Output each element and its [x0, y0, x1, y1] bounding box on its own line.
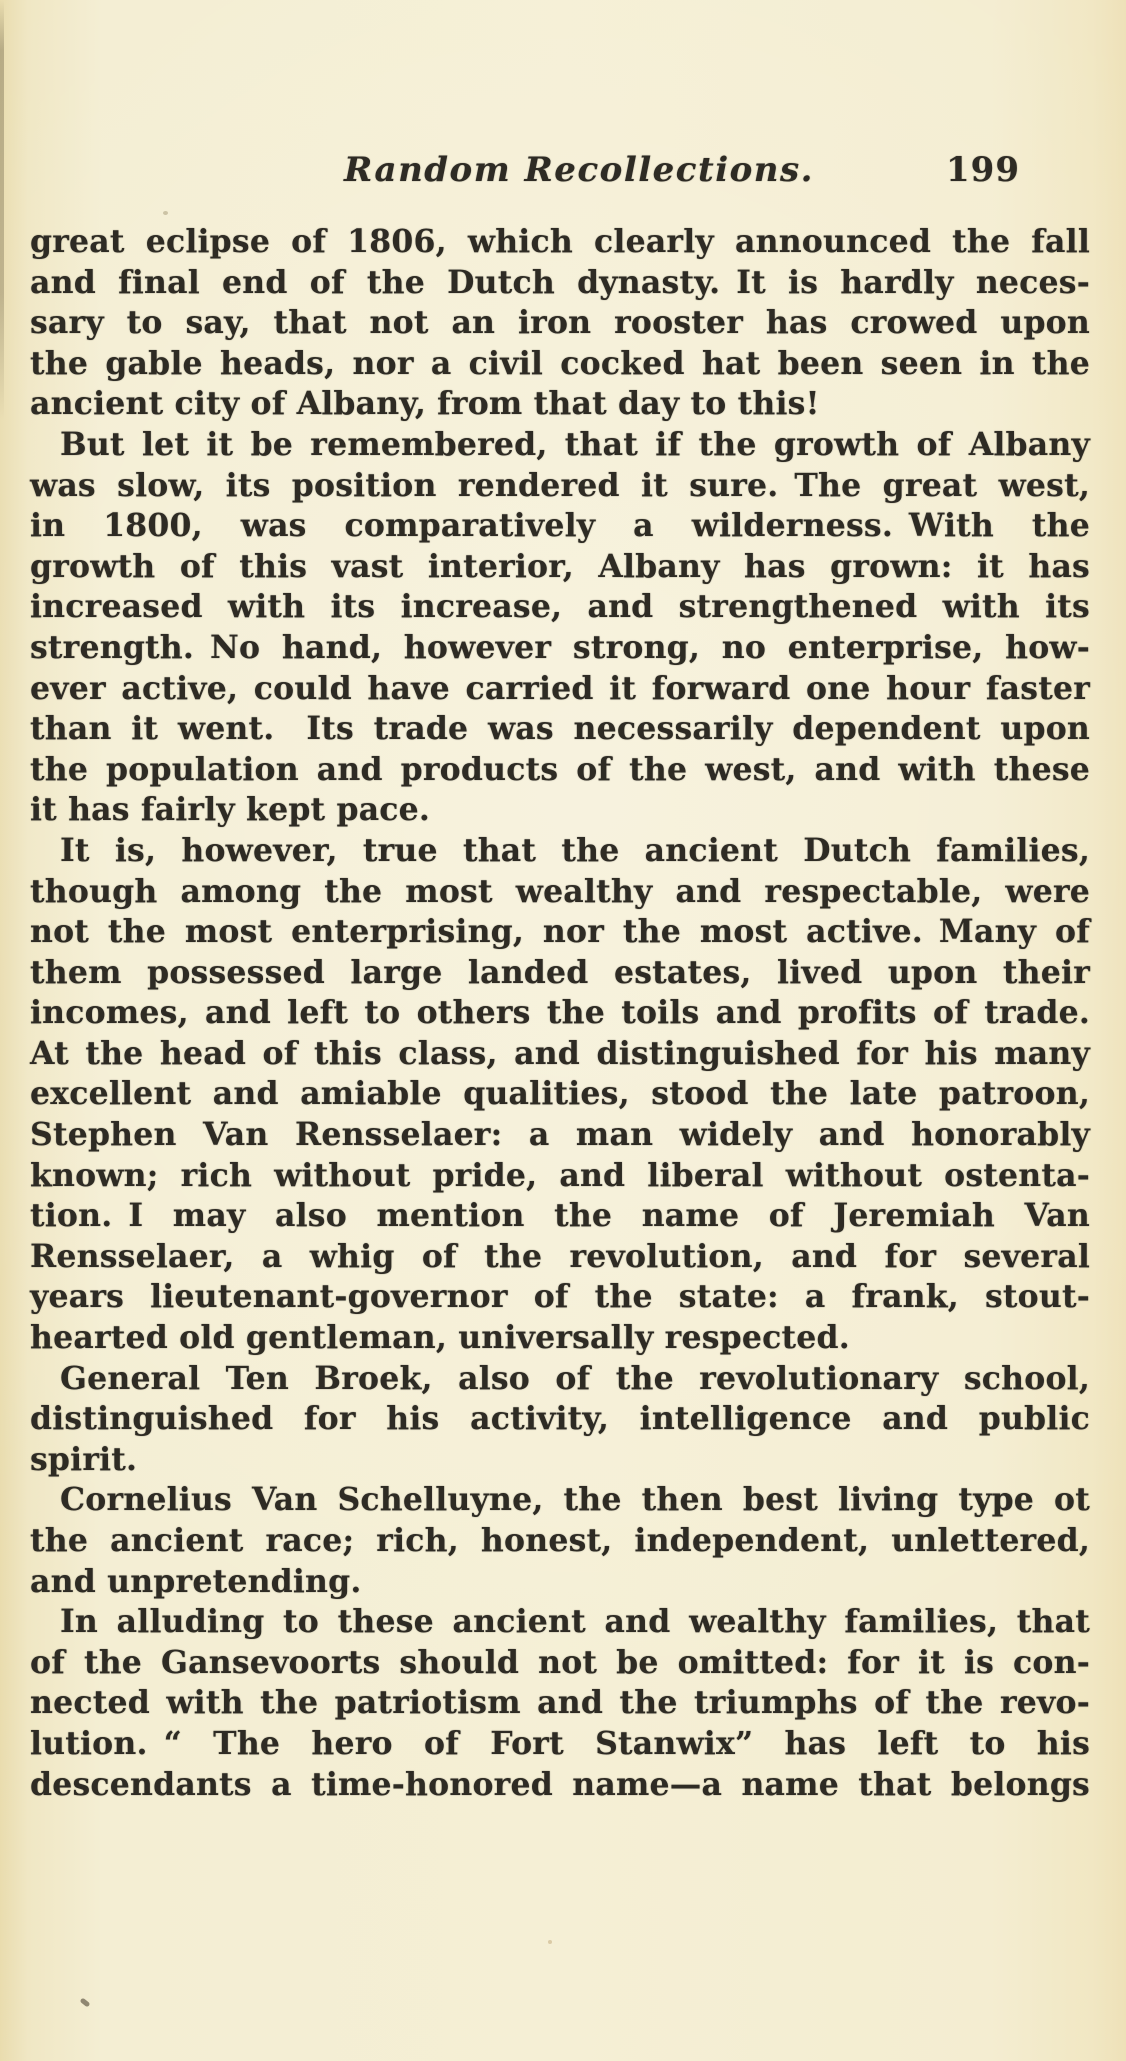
text-line: Cornelius Van Schelluyne, the then best living type ot [60, 1481, 1090, 1519]
running-title: Random Recollections. [344, 150, 814, 190]
text-line: great eclipse of 1806, which clearly announced the fall [30, 223, 1090, 260]
text-line: growth of this vast interior, Albany has grown: it has [30, 547, 1090, 585]
text-line: excellent and amiable qualities, stood the late patroon, [30, 1075, 1090, 1113]
page-edge-shadow [0, 0, 4, 420]
text-line: known; rich without pride, and liberal without ostenta- [30, 1156, 1090, 1194]
page-header [0, 150, 1126, 202]
text-line: distinguished for his activity, intelligence and public [30, 1400, 1090, 1438]
text-line: in 1800, was comparatively a wilderness. With the [30, 507, 1090, 545]
text-line: In alluding to these ancient and wealthy families, that [60, 1603, 1090, 1641]
page-body [30, 222, 1090, 1805]
text-line: years lieutenant-governor of the state: a frank, stout- [30, 1278, 1090, 1316]
text-line: Rensselaer, a whig of the revolution, and for several [30, 1237, 1090, 1275]
text-line: spirit. [30, 1440, 138, 1478]
text-line: and unpretending. [30, 1562, 362, 1600]
text-line: the population and products of the west, and with these [30, 750, 1090, 788]
text-line: it has fairly kept pace. [30, 791, 431, 829]
text-line: strength. No hand, however strong, no enterprise, how- [30, 628, 1090, 666]
text-line: increased with its increase, and strengthened with its [30, 588, 1090, 626]
text-line: hearted old gentleman, universally respected. [30, 1319, 850, 1357]
text-line: of the Gansevoorts should not be omitted: for it is con- [30, 1643, 1090, 1681]
text-line: and final end of the Dutch dynasty. It is hardly neces- [30, 263, 1090, 301]
text-line: sary to say, that not an iron rooster has crowed upon [30, 304, 1090, 342]
text-line: incomes, and left to others the toils and profits of trade. [30, 994, 1090, 1032]
text-line: not the most enterprising, nor the most active. Many of [30, 913, 1090, 951]
text-line: lution. “ The hero of Fort Stanwix” has left to his [30, 1724, 1090, 1762]
text-line: than it went. Its trade was necessarily dependent upon [30, 710, 1090, 748]
text-line: At the head of this class, and distinguished for his many [30, 1034, 1090, 1072]
text-line: nected with the patriotism and the triumphs of the revo- [30, 1684, 1090, 1722]
text-line: tion. I may also mention the name of Jeremiah Van [30, 1197, 1090, 1235]
paper-speck [163, 211, 168, 215]
text-line: ever active, could have carried it forward one hour faster [30, 669, 1090, 707]
text-line: descendants a time-honored name—a name that belongs [30, 1765, 1090, 1803]
text-line: ancient city of Albany, from that day to this! [30, 385, 820, 423]
page-number: 199 [946, 150, 1020, 190]
text-line: But let it be remembered, that if the growth of Albany [60, 425, 1090, 463]
text-line: was slow, its position rendered it sure. The great west, [30, 466, 1090, 504]
text-line: them possessed large landed estates, lived upon their [30, 953, 1090, 991]
text-line: the ancient race; rich, honest, independent, unlettered, [30, 1522, 1090, 1559]
text-line: though among the most wealthy and respectable, were [30, 872, 1090, 910]
paper-speck [80, 1997, 91, 2007]
text-line: the gable heads, nor a civil cocked hat been seen in the [30, 344, 1090, 382]
text-line: General Ten Broek, also of the revolutionary school, [60, 1359, 1090, 1397]
text-line: Stephen Van Rensselaer: a man widely and honorably [30, 1116, 1090, 1154]
paper-speck [548, 1940, 552, 1944]
text-line: It is, however, true that the ancient Dutch families, [60, 831, 1090, 869]
